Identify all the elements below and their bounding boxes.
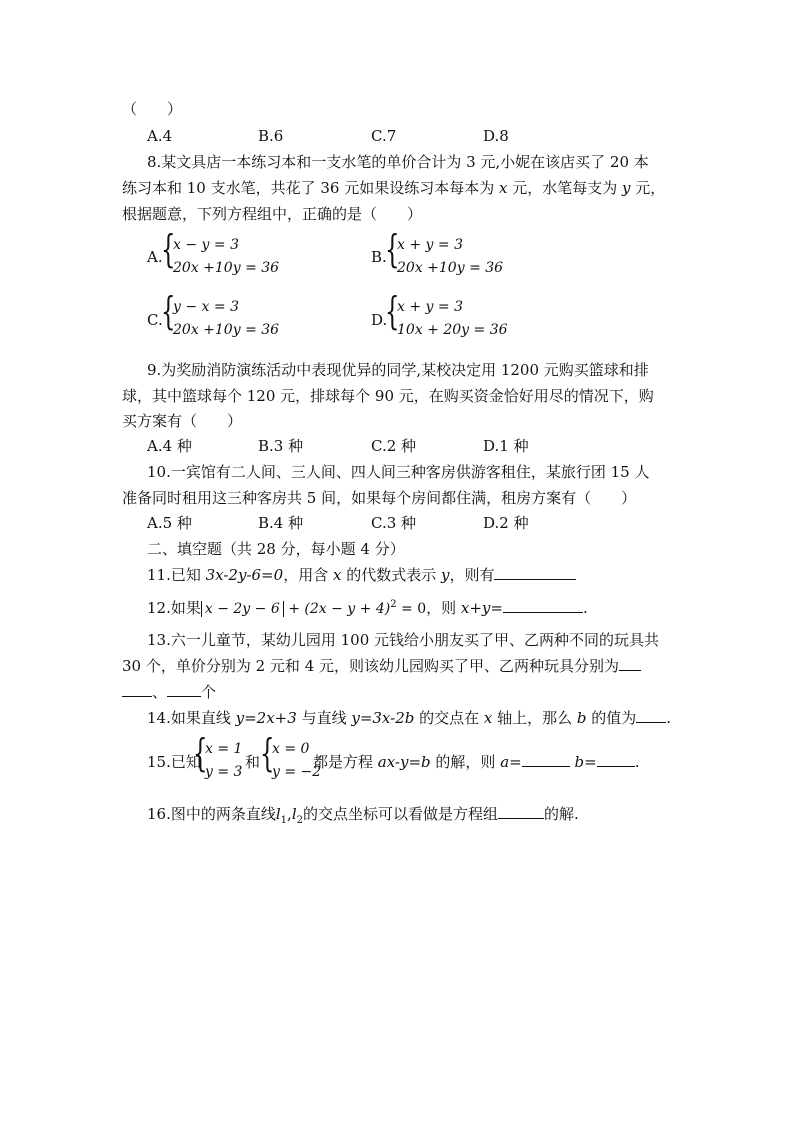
- answer-blank[interactable]: [503, 598, 583, 613]
- answer-blank[interactable]: [522, 752, 570, 767]
- q11-text: 的代数式表示: [341, 566, 441, 584]
- q11-var-x: x: [332, 566, 342, 584]
- q8-var-x: x: [499, 179, 508, 197]
- q16-text: 16.图中的两条直线: [147, 805, 276, 823]
- q14-var-b: b: [576, 709, 587, 727]
- q8-text: 元，: [630, 179, 666, 197]
- q15-var-a: a: [500, 753, 510, 771]
- q12-text: 12.如果: [147, 599, 201, 617]
- q8-option-a-label: A.: [147, 248, 163, 266]
- brace-icon: {: [260, 731, 275, 775]
- q15-and: 和: [245, 753, 261, 771]
- q8-var-y: y: [622, 179, 631, 197]
- q10-line-1: 10.一宾馆有二人间、三人间、四人间三种客房供游客租住，某旅行团 15 人: [147, 463, 650, 481]
- q13-line-2: [122, 656, 641, 676]
- q9-option-c: C.2 种: [371, 437, 417, 455]
- q9-line-2: 球，其中篮球每个 120 元，排球每个 90 元，在购买资金恰好用尽的情况下，购: [122, 387, 654, 405]
- q15-equation: ax-y=b: [377, 753, 431, 771]
- equation: x − y = 3: [173, 237, 239, 253]
- q16-text: 的交点坐标可以看做是方程组: [303, 805, 499, 823]
- q12: [147, 595, 588, 619]
- q8-option-b-label: B.: [371, 248, 387, 266]
- q13-line-3: [122, 682, 216, 702]
- q11-text: 11.已知: [147, 566, 206, 584]
- q15-lead: 15.已知: [147, 753, 201, 771]
- q15-equals: =: [584, 753, 597, 771]
- q8-line-1: 8.某文具店一本练习本和一支水笔的单价合计为 3 元,小妮在该店买了 20 本: [147, 153, 649, 171]
- q10-line-2: 准备同时租用这三种客房共 5 间，如果每个房间都住满，租房方案有（ ）: [122, 489, 637, 507]
- q12-square-term: (2x − y + 4): [304, 601, 391, 617]
- equation: x + y = 3: [397, 299, 463, 315]
- equation: 20x +10y = 36: [397, 260, 504, 276]
- equation: x + y = 3: [397, 237, 463, 253]
- equation: y − x = 3: [173, 299, 239, 315]
- q9-option-b: B.3 种: [258, 437, 304, 455]
- q12-equals-zero: = 0: [396, 601, 427, 617]
- q9-line-3: 买方案有（ ）: [122, 412, 243, 430]
- q12-sum: x+y: [460, 599, 491, 617]
- q7-option-d: D.8: [483, 127, 509, 145]
- q14-var-x: x: [483, 709, 493, 727]
- q14-line-1: y=2x+3: [235, 709, 297, 727]
- q15-equals: =: [509, 753, 522, 771]
- q15-tail: [313, 752, 639, 772]
- q9-option-a: A.4 种: [147, 437, 192, 455]
- q13-line-1: 13.六一儿童节，某幼儿园用 100 元钱给小朋友买了甲、乙两种不同的玩具共: [147, 631, 660, 649]
- q16-line-l2: l: [291, 805, 297, 823]
- q16-comma: ,: [287, 805, 292, 823]
- equation: 20x +10y = 36: [173, 260, 280, 276]
- q14-text: 14.如果直线: [147, 709, 236, 727]
- q14-text: 的值为: [586, 709, 637, 727]
- q12-absolute-value: x − 2y − 6: [201, 601, 284, 617]
- q12-text: =: [490, 599, 503, 617]
- q12-exponent: 2: [390, 599, 397, 610]
- q16-text: 的解.: [544, 805, 579, 823]
- equation: x = 0: [272, 741, 310, 757]
- q14-period: .: [666, 709, 672, 727]
- q14: [147, 708, 671, 728]
- q8-text: 元，水笔每支为: [507, 179, 623, 197]
- q7-paren: （ ）: [122, 100, 183, 118]
- q13-text: 个: [201, 683, 217, 701]
- equation: y = −2: [272, 764, 322, 780]
- q12-plus: +: [283, 601, 305, 617]
- q7-option-c: C.7: [371, 127, 397, 145]
- q8-option-c-label: C.: [147, 311, 163, 329]
- q10-option-c: C.3 种: [371, 514, 417, 532]
- q14-text: 与直线: [296, 709, 352, 727]
- q8-line-3: 根据题意，下列方程组中，正确的是（ ）: [122, 205, 423, 223]
- q7-option-a: A.4: [147, 127, 173, 145]
- brace-icon: {: [161, 289, 176, 333]
- answer-blank[interactable]: [494, 565, 576, 580]
- q14-line-2: y=3x-2b: [351, 709, 415, 727]
- q8-text: 练习本和 10 支水笔，共花了 36 元如果设练习本每本为: [122, 179, 500, 197]
- q14-text: 的交点在: [414, 709, 484, 727]
- q12-text: ，则: [426, 599, 461, 617]
- equation: y = 3: [205, 764, 243, 780]
- answer-blank[interactable]: [619, 656, 641, 671]
- q15-var-b: b: [574, 753, 585, 771]
- answer-blank[interactable]: [122, 682, 152, 697]
- q9-option-d: D.1 种: [483, 437, 529, 455]
- q15-text: 的解，则: [430, 753, 501, 771]
- answer-blank[interactable]: [597, 752, 635, 767]
- equation: 20x +10y = 36: [173, 322, 280, 338]
- q16: [147, 804, 579, 831]
- q9-line-1: 9.为奖励消防演练活动中表现优异的同学,某校决定用 1200 元购买篮球和排: [147, 361, 649, 379]
- q14-text: 轴上，那么: [492, 709, 577, 727]
- q8-option-d-label: D.: [371, 311, 388, 329]
- q10-option-b: B.4 种: [258, 514, 304, 532]
- section-heading: 二、填空题（共 28 分，每小题 4 分）: [147, 540, 405, 558]
- q11-var-y: y: [440, 566, 450, 584]
- q10-option-a: A.5 种: [147, 514, 192, 532]
- q11-text: ，用含: [283, 566, 333, 584]
- q10-option-d: D.2 种: [483, 514, 529, 532]
- q13-text: 30 个，单价分别为 2 元和 4 元，则该幼儿园购买了甲、乙两种玩具分别为: [122, 657, 620, 675]
- q11-equation: 3x-2y-6=0: [205, 566, 284, 584]
- brace-icon: {: [385, 227, 400, 271]
- q15-period: .: [634, 753, 640, 771]
- equation: x = 1: [205, 741, 243, 757]
- equation: 10x + 20y = 36: [397, 322, 508, 338]
- q7-option-b: B.6: [258, 127, 284, 145]
- brace-icon: {: [161, 227, 176, 271]
- answer-blank[interactable]: [167, 682, 201, 697]
- q16-subscript-1: 1: [280, 815, 288, 826]
- brace-icon: {: [385, 289, 400, 333]
- answer-blank[interactable]: [636, 708, 666, 723]
- q16-subscript-2: 2: [296, 815, 304, 826]
- q16-line-l1: l: [275, 805, 281, 823]
- q15-text: 都是方程: [313, 753, 378, 771]
- q12-period: .: [583, 599, 588, 617]
- q11: [147, 565, 576, 585]
- brace-icon: {: [193, 731, 208, 775]
- q8-line-2: [122, 178, 665, 198]
- q11-text: ，则有: [449, 566, 495, 584]
- answer-blank[interactable]: [498, 804, 544, 819]
- q13-text: 、: [152, 683, 168, 701]
